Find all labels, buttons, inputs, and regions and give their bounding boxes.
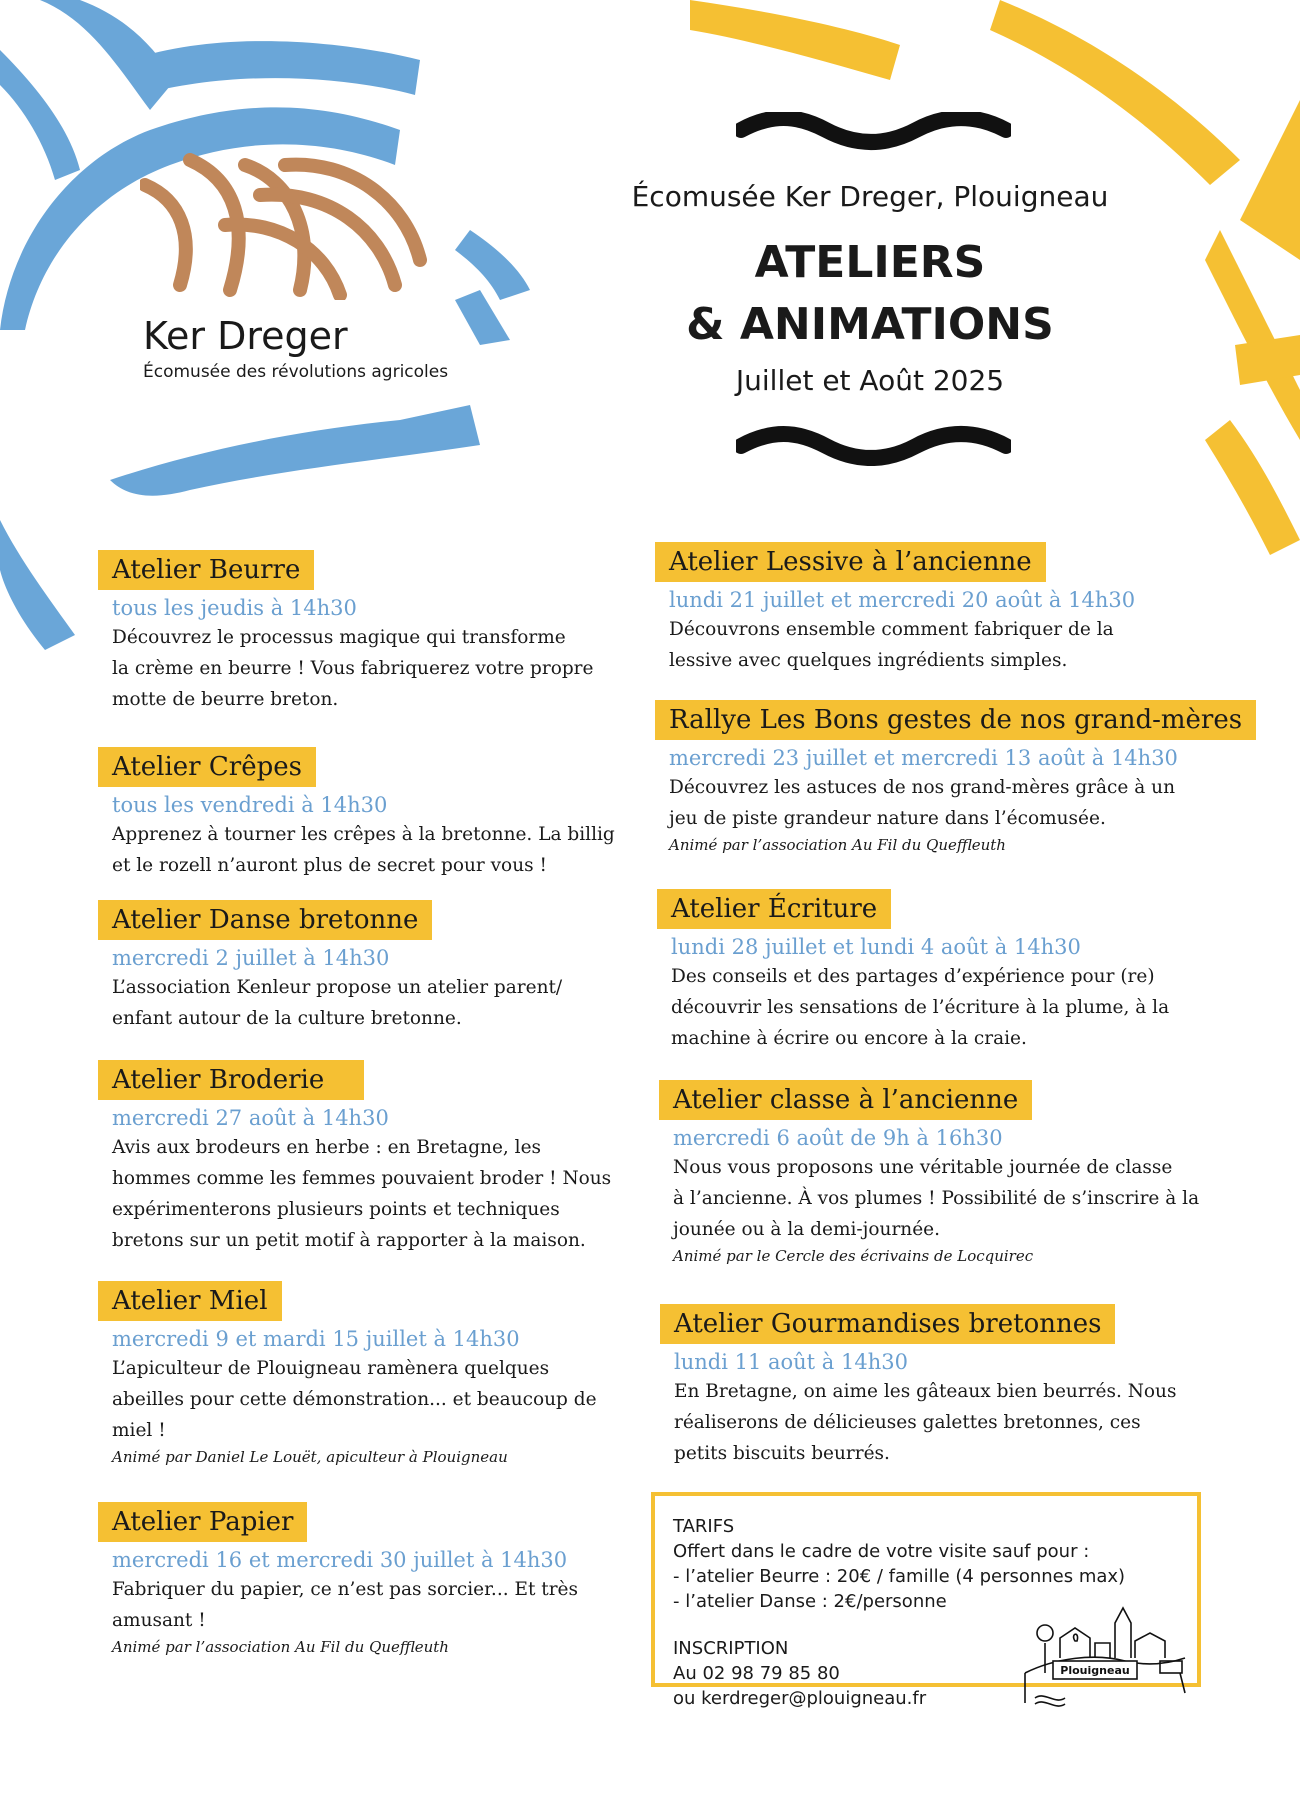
description-line: bretons sur un petit motif à rapporter à la maison. [112, 1230, 586, 1251]
workshop-host-note: Animé par l’association Au Fil du Queffleuth [669, 836, 1006, 854]
description-line: petits biscuits beurrés. [674, 1443, 890, 1464]
yellow-swoosh-lower [1205, 420, 1300, 555]
town-label: Plouigneau [1060, 1664, 1130, 1677]
description-line: En Bretagne, on aime les gâteaux bien beurrés. Nous [674, 1381, 1177, 1402]
workshop-title: Rallye Les Bons gestes de nos grand-mères [655, 700, 1256, 740]
description-line: Nous vous proposons une véritable journée de classe [673, 1157, 1173, 1178]
workshop-title: Atelier Lessive à l’ancienne [655, 542, 1046, 582]
wave-top-icon [736, 112, 1011, 154]
description-line: Apprenez à tourner les crêpes à la bretonne. La billig [112, 824, 615, 845]
description-line: expérimenterons plusieurs points et techniques [112, 1199, 560, 1220]
description-line: Avis aux brodeurs en herbe : en Bretagne, les [112, 1137, 542, 1158]
workshop-card [98, 1060, 658, 1256]
workshop-date: mercredi 16 et mercredi 30 juillet à 14h30 [112, 1548, 568, 1572]
workshop-title: Atelier Gourmandises bretonnes [660, 1304, 1115, 1344]
workshop-card [98, 1502, 658, 1656]
workshop-description [112, 1353, 658, 1446]
ker-dreger-logo-icon [140, 150, 430, 300]
workshop-card [98, 900, 658, 1034]
inscription-heading: INSCRIPTION [673, 1638, 789, 1659]
yellow-swoosh-top [690, 0, 900, 80]
town-drawing [1015, 1603, 1190, 1708]
workshop-date: tous les vendredi à 14h30 [112, 793, 388, 817]
description-line: Découvrez les astuces de nos grand-mères grâce à un [669, 777, 1175, 798]
description-line: Découvrons ensemble comment fabriquer de la [669, 619, 1114, 640]
description-line: motte de beurre breton. [112, 689, 339, 710]
description-line: miel ! [112, 1420, 166, 1441]
wave-bottom-icon [736, 424, 1011, 466]
workshop-card [655, 700, 1255, 854]
yellow-swoosh-mid [1205, 230, 1300, 440]
workshop-card [659, 1080, 1259, 1265]
workshop-card [98, 747, 658, 881]
title-line-2: & ANIMATIONS [686, 299, 1054, 350]
workshop-card [655, 542, 1255, 676]
workshop-description [673, 1152, 1259, 1245]
workshop-date: tous les jeudis à 14h30 [112, 596, 357, 620]
workshop-description [671, 961, 1257, 1054]
workshop-title: Atelier classe à l’ancienne [659, 1080, 1032, 1120]
description-line: à l’ancienne. À vos plumes ! Possibilité de s’inscrire à la [673, 1188, 1200, 1209]
venue-title: Écomusée Ker Dreger, Plouigneau [631, 180, 1109, 213]
workshop-title: Atelier Broderie [98, 1060, 364, 1100]
description-line: lessive avec quelques ingrédients simples. [669, 650, 1068, 671]
workshop-host-note: Animé par l’association Au Fil du Queffleuth [112, 1638, 449, 1656]
title-line-1: ATELIERS [754, 237, 986, 288]
workshop-date: mercredi 27 août à 14h30 [112, 1106, 389, 1130]
workshop-description [674, 1376, 1260, 1469]
workshop-card [660, 1304, 1260, 1469]
page-title [560, 232, 1180, 356]
inscription-phone: Au 02 98 79 85 80 [673, 1663, 840, 1684]
description-line: L’association Kenleur propose un atelier parent/ [112, 977, 563, 998]
workshop-date: mercredi 2 juillet à 14h30 [112, 946, 390, 970]
workshop-date: mercredi 9 et mardi 15 juillet à 14h30 [112, 1327, 520, 1351]
tarifs-heading: TARIFS [673, 1516, 735, 1537]
description-line: hommes comme les femmes pouvaient broder ! Nous [112, 1168, 612, 1189]
tarifs-line: - l’atelier Beurre : 20€ / famille (4 personnes max) [673, 1566, 1126, 1587]
workshop-date: lundi 28 juillet et lundi 4 août à 14h30 [671, 935, 1081, 959]
workshop-card [657, 889, 1257, 1054]
tarifs-line: Offert dans le cadre de votre visite sauf pour : [673, 1541, 1090, 1562]
description-line: L’apiculteur de Plouigneau ramènera quelques [112, 1358, 550, 1379]
workshop-title: Atelier Crêpes [98, 747, 316, 787]
logo-name: Ker Dreger [143, 314, 348, 358]
blue-swoosh-right [455, 230, 530, 300]
workshop-description [112, 622, 658, 715]
blue-swoosh-upper [130, 41, 420, 95]
workshop-title: Atelier Danse bretonne [98, 900, 432, 940]
workshop-date: lundi 11 août à 14h30 [674, 1350, 908, 1374]
description-line: abeilles pour cette démonstration... et beaucoup de [112, 1389, 597, 1410]
workshop-title: Atelier Papier [98, 1502, 307, 1542]
description-line: jounée ou à la demi-journée. [673, 1219, 940, 1240]
blue-swoosh-left-edge [0, 50, 80, 180]
workshop-title: Atelier Miel [98, 1281, 282, 1321]
yellow-swoosh-arc [990, 0, 1240, 185]
description-line: machine à écrire ou encore à la craie. [671, 1028, 1027, 1049]
description-line: et le rozell n’auront plus de secret pour vous ! [112, 855, 547, 876]
description-line: Fabriquer du papier, ce n’est pas sorcier... Et très [112, 1579, 578, 1600]
plouigneau-town-icon [1015, 1603, 1190, 1712]
workshop-card [98, 1281, 658, 1466]
workshop-description [112, 972, 658, 1034]
workshop-host-note: Animé par le Cercle des écrivains de Locquirec [673, 1247, 1034, 1265]
workshop-date: lundi 21 juillet et mercredi 20 août à 14h30 [669, 588, 1136, 612]
description-line: amusant ! [112, 1610, 206, 1631]
description-line: enfant autour de la culture bretonne. [112, 1008, 462, 1029]
workshop-date: mercredi 23 juillet et mercredi 13 août à 14h30 [669, 746, 1178, 770]
description-line: jeu de piste grandeur nature dans l’écomusée. [669, 808, 1106, 829]
tarifs-line: - l’atelier Danse : 2€/personne [673, 1591, 947, 1612]
date-range: Juillet et Août 2025 [735, 364, 1005, 397]
workshop-description [112, 1132, 658, 1256]
workshop-title: Atelier Écriture [657, 889, 891, 929]
workshop-date: mercredi 6 août de 9h à 16h30 [673, 1126, 1003, 1150]
workshop-host-note: Animé par Daniel Le Louët, apiculteur à Plouigneau [112, 1448, 508, 1466]
workshop-description [112, 1574, 658, 1636]
workshop-description [669, 614, 1255, 676]
workshop-description [112, 819, 658, 881]
description-line: découvrir les sensations de l’écriture à la plume, à la [671, 997, 1170, 1018]
workshop-description [669, 772, 1255, 834]
blue-swoosh-bottom [110, 405, 480, 496]
description-line: réaliserons de délicieuses galettes bretonnes, ces [674, 1412, 1141, 1433]
description-line: Découvrez le processus magique qui transforme [112, 627, 566, 648]
blue-swoosh-corner [0, 520, 75, 650]
yellow-swoosh-right [1240, 100, 1300, 260]
workshop-card [98, 550, 658, 715]
description-line: la crème en beurre ! Vous fabriquerez votre propre [112, 658, 594, 679]
description-line: Des conseils et des partages d’expérience pour (re) [671, 966, 1155, 987]
logo-subtitle: Écomusée des révolutions agricoles [143, 362, 449, 382]
workshop-title: Atelier Beurre [98, 550, 314, 590]
inscription-email[interactable]: ou kerdreger@plouigneau.fr [673, 1688, 927, 1709]
